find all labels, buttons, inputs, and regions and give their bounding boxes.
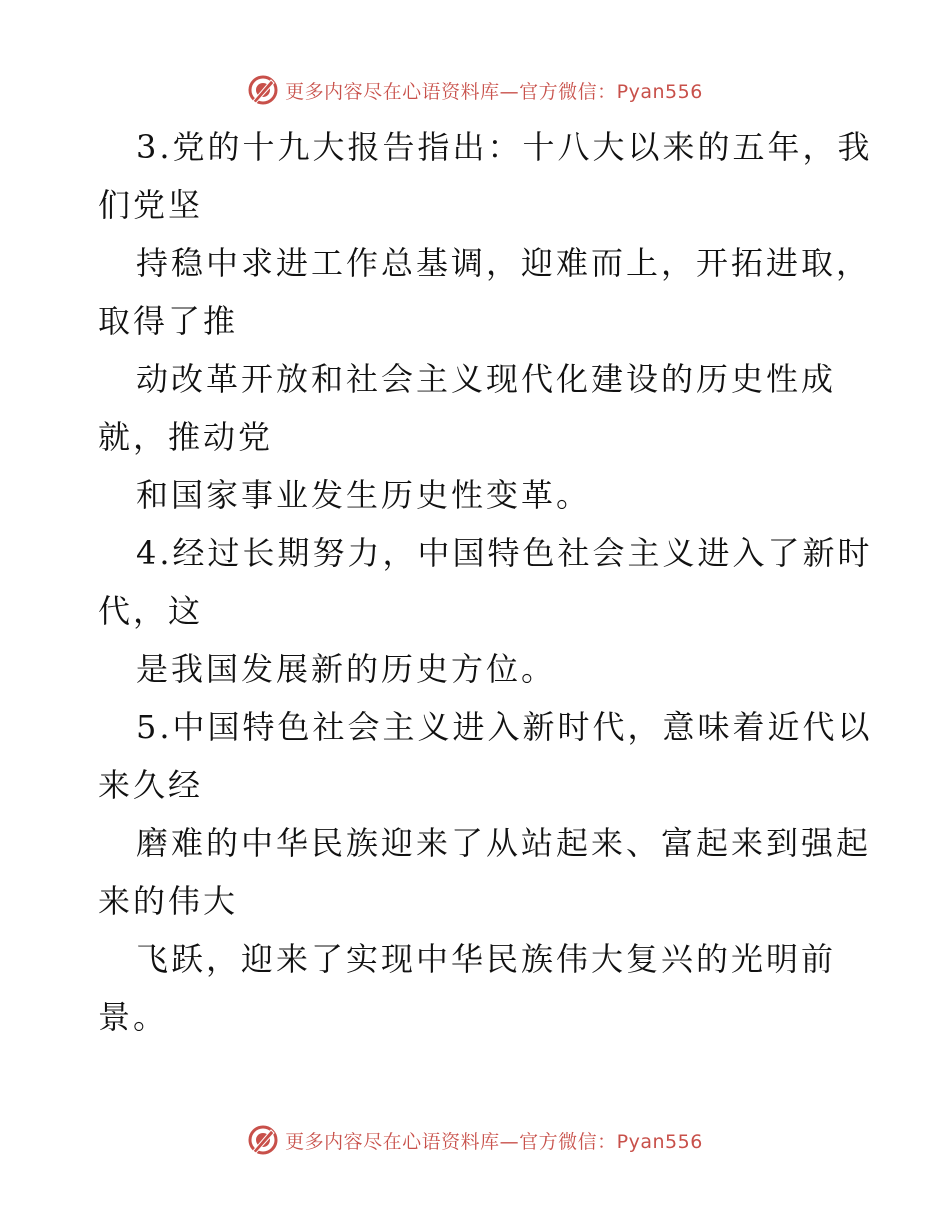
paragraph-line: 来久经 [98,766,204,804]
header-banner-text: 更多内容尽在心语资料库—官方微信：Pyan556 [285,80,703,103]
header-banner [0,70,950,110]
quill-seal-icon [247,74,279,106]
document-body [98,118,873,1046]
paragraph-line: 3.党的十九大报告指出：十八大以来的五年，我 [136,128,873,166]
paragraph-line: 取得了推 [98,302,239,340]
paragraph-line: 代，这 [98,592,204,630]
paragraph-line: 动改革开放和社会主义现代化建设的历史性成 [136,360,837,398]
paragraph-line: 景。 [98,998,169,1036]
paragraph-line: 持稳中求进工作总基调，迎难而上，开拓进取， [136,244,872,282]
paragraph-line: 是我国发展新的历史方位。 [136,650,557,688]
footer-banner-text: 更多内容尽在心语资料库—官方微信：Pyan556 [285,1130,703,1153]
paragraph-line: 们党坚 [98,186,204,224]
paragraph-line: 来的伟大 [98,882,239,920]
footer-banner [0,1120,950,1160]
paragraph-line: 4.经过长期努力，中国特色社会主义进入了新时 [136,534,873,572]
paragraph-line: 就，推动党 [98,418,274,456]
paragraph-line: 飞跃，迎来了实现中华民族伟大复兴的光明前 [136,940,837,978]
paragraph-line: 5.中国特色社会主义进入新时代，意味着近代以 [136,708,873,746]
quill-seal-icon [247,1124,279,1156]
paragraph-line: 磨难的中华民族迎来了从站起来、富起来到强起 [136,824,872,862]
paragraph-line: 和国家事业发生历史性变革。 [136,476,592,514]
